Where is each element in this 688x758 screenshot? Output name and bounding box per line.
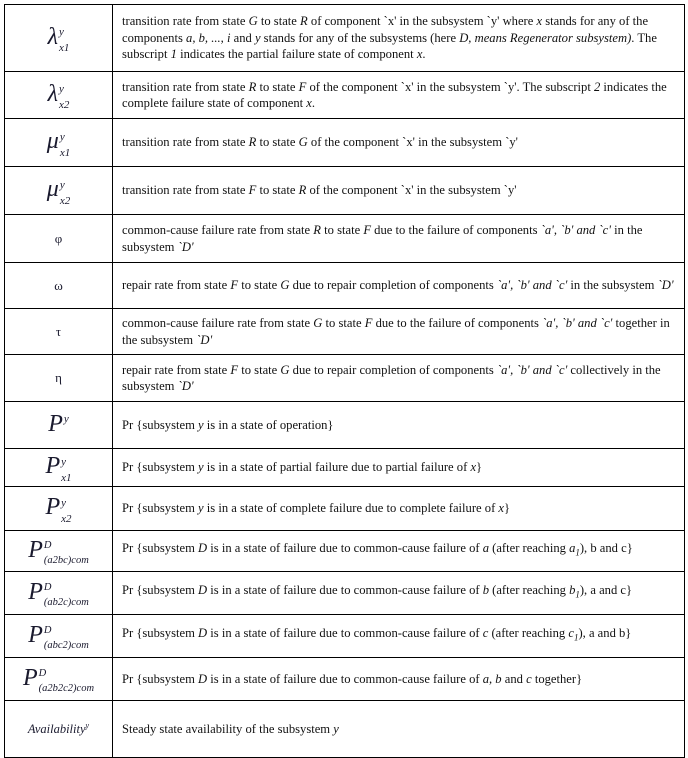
symbol-cell (5, 402, 113, 449)
description-text: D (198, 541, 208, 556)
description-cell (113, 119, 685, 167)
description-text: c (526, 671, 532, 686)
symbol-cell (5, 658, 113, 701)
description-text: . (311, 96, 316, 110)
symbol-base: P (45, 453, 61, 480)
symbol-cell (5, 701, 113, 758)
description-text: y (333, 721, 339, 736)
table-row (5, 658, 685, 701)
description-text: together} (531, 671, 583, 686)
symbol-superscript: y (61, 455, 67, 468)
table-row (5, 572, 685, 615)
description-text: Pr {subsystem (122, 583, 199, 598)
description-cell (113, 402, 685, 449)
description-cell (113, 263, 685, 309)
symbol-scripts (43, 624, 89, 652)
description-text: a (569, 541, 576, 556)
description-text: in the subsystem (122, 223, 643, 254)
symbol-superscript: D (43, 581, 52, 593)
description-text: y (254, 30, 261, 45)
symbol-subscript: x1 (59, 42, 70, 55)
symbol-text (28, 722, 89, 736)
description-text: ), b and c} (579, 541, 633, 556)
symbol-base: Availability (27, 722, 86, 736)
symbol-text: ω (54, 277, 63, 293)
symbol-superscript: y (59, 83, 64, 96)
symbol-superscript: D (38, 667, 47, 679)
description-text: common-cause failure rate from state (122, 316, 314, 330)
description-text: is in a state of failure due to common-cause failure of (207, 583, 483, 598)
symbol-superscript: y (59, 130, 65, 143)
description-cell (113, 72, 685, 119)
symbol-cell (5, 263, 113, 309)
symbol-superscript: y (63, 413, 69, 426)
symbol-base: P (48, 410, 63, 437)
description-text: D (198, 583, 208, 598)
description-text: `a', `b' and `c' (496, 278, 568, 293)
description-text: `D' (177, 379, 194, 393)
symbol-base: P (28, 622, 43, 649)
description-text: (after reaching (488, 626, 569, 641)
table-row (5, 72, 685, 119)
nomenclature-body (5, 5, 685, 758)
description-text: `D' (657, 278, 674, 293)
description-text: b (482, 583, 489, 598)
description-cell (113, 309, 685, 355)
description-text: F (363, 223, 372, 237)
description-text: is in a state of failure due to common-cause failure of (207, 671, 483, 686)
symbol-subscript: x1 (61, 471, 72, 484)
symbol-subscript (64, 430, 69, 441)
description-text: x (306, 96, 312, 110)
symbol-cell (5, 167, 113, 215)
symbol-subscript: x2 (61, 512, 72, 525)
description-text: R (300, 14, 308, 29)
symbol-scripts (63, 413, 69, 438)
symbol-scripts (59, 178, 71, 207)
table-row (5, 263, 685, 309)
description-text: F (230, 278, 239, 293)
description-text: indicates the complete failure state of component (122, 79, 667, 110)
symbol-cell (5, 5, 113, 72)
description-text: to state (256, 183, 299, 198)
description-text: is in a state of partial failure due to partial failure of (203, 460, 471, 475)
symbol-base: λ (47, 80, 58, 107)
description-text: (after reaching (489, 541, 570, 556)
symbol-scripts (43, 539, 89, 567)
description-text: G (298, 135, 308, 150)
description-cell (113, 167, 685, 215)
description-text: F (248, 183, 257, 198)
description-text: transition rate from state (122, 14, 249, 29)
symbol-scripts (61, 455, 72, 484)
description-cell (113, 5, 685, 72)
symbol-text: φ (54, 230, 63, 246)
symbol-superscript: y (85, 720, 90, 730)
description-text: Pr {subsystem (122, 626, 199, 641)
symbol-subscript: (abc2)com (43, 640, 89, 652)
symbol-scripts (43, 581, 89, 609)
description-text: x (498, 501, 505, 516)
description-text: stands for any of the components (122, 14, 649, 45)
description-text: G (280, 278, 290, 293)
description-text: 1 (573, 633, 579, 643)
symbol-cell (5, 572, 113, 615)
description-text: common-cause failure rate from state (122, 223, 314, 237)
description-text: Pr {subsystem (122, 460, 199, 475)
description-text: 2 (593, 79, 601, 94)
description-text: transition rate from state (122, 79, 249, 94)
description-text: ), a and b} (578, 626, 632, 641)
table-row (5, 487, 685, 531)
description-text: `a', `b' and `c' (540, 223, 611, 237)
symbol-cell (5, 615, 113, 658)
description-text: ), a and c} (579, 583, 633, 598)
description-text: R (313, 223, 321, 237)
description-text: of component `x' in the subsystem `y' where (307, 14, 537, 29)
description-cell (113, 487, 685, 531)
table-row (5, 355, 685, 402)
symbol-cell (5, 119, 113, 167)
symbol-scripts (38, 667, 95, 695)
description-text: to state (238, 362, 281, 377)
symbol-base: λ (47, 23, 58, 50)
symbol-base: μ (46, 176, 59, 203)
description-text: a (482, 541, 489, 556)
description-text: to state (322, 316, 365, 330)
description-text: to state (256, 135, 299, 150)
description-text: indicates the partial failure state of component (176, 47, 417, 62)
symbol-scripts (59, 26, 70, 55)
symbol-text: η (55, 370, 62, 385)
description-text: . The subscript (122, 30, 657, 62)
symbol-text: τ (55, 323, 62, 339)
description-text: x (536, 14, 543, 29)
description-text: 1 (170, 47, 177, 62)
description-text: D (198, 626, 208, 641)
description-cell (113, 449, 685, 487)
description-text: b (569, 583, 576, 598)
table-row (5, 701, 685, 758)
description-text: 1 (575, 548, 580, 558)
symbol-subscript: x1 (59, 146, 71, 159)
description-text: a, b (482, 671, 502, 686)
symbol-cell (5, 531, 113, 572)
description-text: `a', `b' and `c' (542, 316, 613, 330)
symbol-scripts (59, 130, 71, 159)
symbol-subscript: x2 (59, 194, 71, 207)
nomenclature-table (4, 4, 685, 758)
symbol-cell (5, 309, 113, 355)
description-text: F (298, 79, 307, 94)
description-text: D (198, 671, 208, 686)
description-text: y (198, 417, 204, 432)
description-text: repair rate from state (122, 278, 231, 293)
description-text: due to the failure of components (372, 316, 543, 330)
table-row (5, 167, 685, 215)
symbol-base: P (22, 665, 38, 692)
description-text: of the component `x' in the subsystem `y' (306, 183, 517, 198)
description-text: is in a state of complete failure due to complete failure of (203, 501, 499, 516)
table-row (5, 615, 685, 658)
symbol-base: P (28, 537, 43, 564)
symbol-scripts (61, 496, 72, 525)
description-cell (113, 572, 685, 615)
description-text: (after reaching (489, 583, 570, 598)
description-text: collectively in the subsystem (122, 362, 661, 393)
description-text: and (230, 30, 255, 45)
description-text: stands for any of the subsystems (here (260, 30, 460, 45)
description-text: to state (257, 14, 301, 29)
symbol-cell (5, 215, 113, 263)
symbol-subscript: x2 (59, 99, 70, 112)
description-text: R (248, 79, 257, 94)
symbol-scripts (59, 83, 70, 112)
description-text: x (416, 47, 423, 62)
description-text: to state (256, 79, 299, 94)
symbol-cell (5, 449, 113, 487)
symbol-cell (5, 355, 113, 402)
description-text: F (230, 362, 239, 377)
symbol-cell (5, 487, 113, 531)
table-row (5, 402, 685, 449)
description-text: to state (320, 223, 364, 237)
description-text: . (422, 47, 426, 62)
symbol-superscript: y (59, 178, 65, 191)
description-cell (113, 701, 685, 758)
description-text: in the subsystem (567, 278, 658, 293)
description-text: is in a state of failure due to common-cause failure of (207, 541, 483, 556)
description-cell (113, 215, 685, 263)
description-cell (113, 355, 685, 402)
description-text: transition rate from state (122, 135, 249, 150)
symbol-superscript: D (43, 624, 52, 636)
description-text: due to repair completion of components (289, 362, 497, 377)
description-text: `D' (196, 332, 213, 347)
description-text: c (568, 626, 574, 641)
description-text: `D' (177, 239, 194, 254)
description-text: transition rate from state (122, 183, 249, 198)
description-cell (113, 658, 685, 701)
description-text: F (364, 316, 373, 330)
description-text: Pr {subsystem (122, 501, 199, 516)
description-text: a, b, ..., i (186, 30, 231, 45)
description-text: R (248, 135, 257, 150)
description-text: due to the failure of components (371, 223, 541, 237)
symbol-base: μ (46, 128, 59, 155)
description-text: `a', `b' and `c' (496, 362, 568, 377)
table-row (5, 531, 685, 572)
description-cell (113, 531, 685, 572)
table-row (5, 309, 685, 355)
table-row (5, 215, 685, 263)
symbol-base: P (45, 494, 61, 521)
description-text: D, means Regenerator subsystem) (459, 30, 632, 45)
description-text: to state (238, 278, 281, 293)
description-text: G (313, 316, 323, 330)
description-text: Pr {subsystem (122, 541, 199, 556)
symbol-cell (5, 72, 113, 119)
description-text: is in a state of failure due to common-cause failure of (207, 626, 483, 641)
description-cell (113, 615, 685, 658)
symbol-superscript: y (59, 26, 64, 39)
symbol-superscript: y (61, 496, 67, 509)
table-row (5, 5, 685, 72)
description-text: R (298, 183, 307, 198)
description-text: repair rate from state (122, 362, 231, 377)
symbol-base: P (28, 579, 43, 606)
description-text: of the component `x' in the subsystem `y'. The subscript (306, 79, 594, 94)
description-text: x (470, 460, 477, 475)
description-text: Pr {subsystem (122, 671, 199, 686)
symbol-subscript: (a2b2c2)com (38, 683, 95, 695)
symbol-subscript: (a2bc)com (43, 555, 89, 567)
description-text: Steady state availability of the subsystem (122, 721, 334, 736)
description-text: due to repair completion of components (289, 278, 497, 293)
description-text: G (280, 362, 290, 377)
table-row (5, 119, 685, 167)
description-text: 1 (575, 590, 580, 600)
description-text: c (482, 626, 489, 641)
description-text: y (198, 501, 204, 516)
description-text: } (504, 501, 511, 516)
description-text: } (476, 460, 483, 475)
description-text: G (248, 14, 258, 29)
description-text: Pr {subsystem (122, 417, 199, 432)
description-text: of the component `x' in the subsystem `y' (307, 135, 518, 150)
description-text: is in a state of operation} (203, 417, 334, 432)
description-text: and (501, 671, 527, 686)
symbol-subscript: (ab2c)com (43, 597, 89, 609)
description-text: together in the subsystem (122, 316, 670, 347)
description-text: y (198, 460, 204, 475)
table-row (5, 449, 685, 487)
symbol-superscript: D (43, 539, 52, 551)
